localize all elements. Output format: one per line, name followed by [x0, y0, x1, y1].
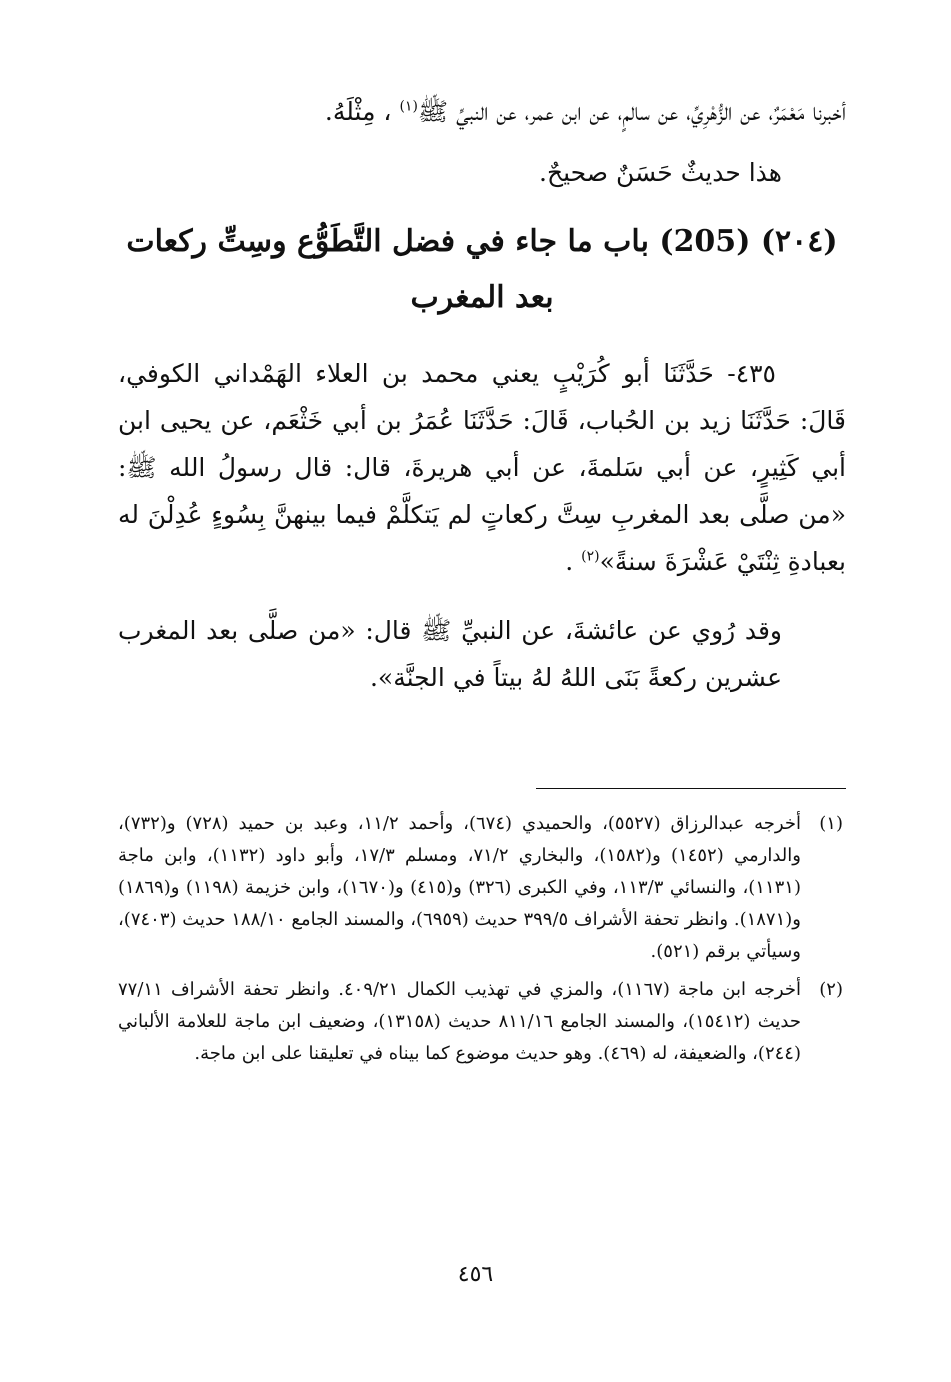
hadith-ending: . [565, 547, 574, 576]
grading-paragraph: هذا حديثٌ حَسَنٌ صحيحٌ. [539, 158, 782, 187]
footnote-ref-2: (٢) [581, 548, 600, 565]
hadith-text: حَدَّثَنَا أبو كُرَيْبٍ يعني محمد بن العلاء الهَمْداني الكوفي، قَالَ: حَدَّثَنَا زيد بن الحُباب، قَالَ: حَدَّثَنَا عُمَرُ بن أبي خَثْعَم، عن يحيى ابن أبي كَثِيرٍ، عن أبي سَلمةَ، عن أبي هريرةَ، قال: قال رسولُ الله ﷺ: «من صلَّى بعد المغربِ سِتَّ ركعاتٍ لم يَتكلَّمْ فيما بينهنَّ بِسُوءٍ عُدِلْنَ له بعبادةِ ثِنْتَيْ عَشْرَةَ سنةً» [118, 359, 846, 576]
isnad-text: أخبرنا مَعْمَرٌ، عن الزُّهْرِيِّ، عن سالمٍ، عن ابن عمر، عن النبيِّ ﷺ [417, 97, 846, 126]
hadith-number: ٤٣٥- [713, 359, 776, 388]
isnad-paragraph [118, 88, 846, 135]
footnote-number: (٢) [819, 979, 843, 1000]
main-text [118, 88, 846, 701]
footnotes [118, 808, 843, 1076]
footnote-2 [118, 974, 843, 1070]
chapter-heading: (٢٠٤) (205) باب ما جاء في فضل التَّطَوُّع وسِتِّ ركعات بعد المغرب [126, 224, 838, 315]
footnote-text: أخرجه ابن ماجة (١١٦٧)، والمزي في تهذيب الكمال ٤٠٩/٢١. وانظر تحفة الأشراف ٧٧/١١ حديث (١٥٤١٢)، والمسند الجامع ٨١١/١٦ حديث (١٣١٥٨)، وضعيف ابن ماجة للعلامة الألباني (٢٤٤)، والضعيفة، له (٤٦٩). وهو حديث موضوع كما بيناه في تعليقنا على ابن ماجة. [118, 979, 801, 1064]
footnote-ref-1: (١) [399, 98, 418, 115]
footnote-text: أخرجه عبدالرزاق (٥٥٢٧)، والحميدي (٦٧٤)، وأحمد ١١/٢، وعبد بن حميد (٧٢٨) و(٧٣٢)، والدارمي (١٤٥٢) و(١٥٨٢)، والبخاري ٧١/٢، ومسلم ١٧/٣، وأبو داود (١١٣٢)، وابن ماجة (١١٣١)، والنسائي ١١٣/٣، وفي الكبرى (٣٢٦) و(٤١٥) و(١٦٧٠)، وابن خزيمة (١١٩٨) و(١٨٦٩) و(١٨٧١). وانظر تحفة الأشراف ٣٩٩/٥ حديث (٦٩٥٩)، والمسند الجامع ١٨٨/١٠ حديث (٧٤٠٣)، وسيأتي برقم (٥٢١). [118, 813, 801, 962]
narration-paragraph: وقد رُوي عن عائشةَ، عن النبيِّ ﷺ قال: «من صلَّى بعد المغرب عشرين ركعةً بَنَى اللهُ لهُ بيتاً في الجنَّة». [118, 616, 782, 692]
page-number: ٤٥٦ [457, 1262, 494, 1287]
isnad-ending: ، مِثْلَهُ. [324, 97, 392, 126]
hadith-paragraph [118, 350, 846, 585]
footnote-number: (١) [819, 813, 843, 834]
footnote-1 [118, 808, 843, 968]
footnote-divider [536, 788, 846, 789]
